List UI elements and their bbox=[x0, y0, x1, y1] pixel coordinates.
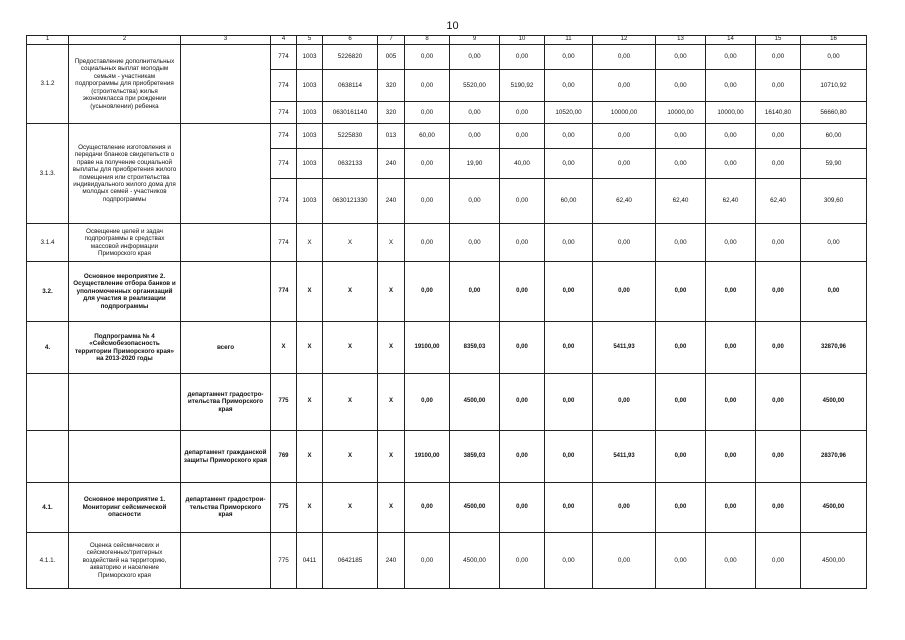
value-cell: 0,00 bbox=[756, 45, 801, 70]
value-cell: 0,00 bbox=[593, 70, 656, 102]
column-header: 2 bbox=[69, 36, 181, 45]
value-cell: 0638114 bbox=[323, 70, 378, 102]
value-cell: 0,00 bbox=[405, 70, 450, 102]
value-cell: 0,00 bbox=[593, 45, 656, 70]
row-executor bbox=[181, 45, 271, 124]
column-header: 16 bbox=[801, 36, 867, 45]
value-cell: 0,00 bbox=[545, 533, 593, 589]
row-executor bbox=[181, 124, 271, 224]
value-cell: 62,40 bbox=[756, 179, 801, 224]
value-cell: 0411 bbox=[297, 533, 323, 589]
value-cell: 0632133 bbox=[323, 149, 378, 179]
column-header: 4 bbox=[271, 36, 297, 45]
value-cell: 0642185 bbox=[323, 533, 378, 589]
value-cell: 0,00 bbox=[706, 374, 756, 431]
value-cell: 0,00 bbox=[656, 124, 706, 149]
row-name: Оценка сейсмических и сейсмогенных/триггерных воздействий на территорию, акваторию и население Приморского края bbox=[69, 533, 181, 589]
value-cell: 240 bbox=[378, 149, 405, 179]
value-cell: 775 bbox=[271, 533, 297, 589]
value-cell: 774 bbox=[271, 124, 297, 149]
value-cell: 0,00 bbox=[500, 124, 545, 149]
column-header: 12 bbox=[593, 36, 656, 45]
column-header: 14 bbox=[706, 36, 756, 45]
column-header: 11 bbox=[545, 36, 593, 45]
value-cell: X bbox=[323, 224, 378, 262]
value-cell: 0,00 bbox=[756, 374, 801, 431]
value-cell: 0,00 bbox=[450, 179, 500, 224]
table-row bbox=[27, 45, 867, 70]
value-cell: 0,00 bbox=[405, 102, 450, 124]
value-cell: 0,00 bbox=[500, 262, 545, 322]
value-cell: 0,00 bbox=[545, 224, 593, 262]
value-cell: 0630161140 bbox=[323, 102, 378, 124]
column-header: 9 bbox=[450, 36, 500, 45]
value-cell: 0,00 bbox=[450, 45, 500, 70]
value-cell: 0,00 bbox=[545, 483, 593, 533]
value-cell: 0,00 bbox=[801, 262, 867, 322]
value-cell: 0,00 bbox=[656, 262, 706, 322]
value-cell: X bbox=[323, 431, 378, 483]
row-code: 4.1.1. bbox=[27, 533, 69, 589]
value-cell: 0,00 bbox=[450, 262, 500, 322]
value-cell: 0,00 bbox=[706, 262, 756, 322]
value-cell: 774 bbox=[271, 70, 297, 102]
value-cell: 0,00 bbox=[500, 322, 545, 374]
row-code: 3.1.2 bbox=[27, 45, 69, 124]
value-cell: 1003 bbox=[297, 149, 323, 179]
value-cell: X bbox=[297, 224, 323, 262]
value-cell: 0,00 bbox=[593, 374, 656, 431]
value-cell: X bbox=[323, 322, 378, 374]
value-cell: 0,00 bbox=[405, 149, 450, 179]
value-cell: 774 bbox=[271, 102, 297, 124]
value-cell: 0630121330 bbox=[323, 179, 378, 224]
value-cell: 0,00 bbox=[656, 322, 706, 374]
value-cell: 0,00 bbox=[593, 224, 656, 262]
value-cell: 0,00 bbox=[405, 483, 450, 533]
value-cell: 0,00 bbox=[405, 224, 450, 262]
value-cell: 240 bbox=[378, 533, 405, 589]
value-cell: 1003 bbox=[297, 45, 323, 70]
value-cell: 0,00 bbox=[593, 124, 656, 149]
value-cell: 0,00 bbox=[756, 322, 801, 374]
row-code: 3.1.4 bbox=[27, 224, 69, 262]
row-executor: департамент гражданской защиты Приморского края bbox=[181, 431, 271, 483]
row-code: 4. bbox=[27, 322, 69, 374]
value-cell: 0,00 bbox=[545, 124, 593, 149]
value-cell: 0,00 bbox=[500, 179, 545, 224]
value-cell: 1003 bbox=[297, 102, 323, 124]
value-cell: 4500,00 bbox=[450, 374, 500, 431]
value-cell: 0,00 bbox=[656, 70, 706, 102]
value-cell: 774 bbox=[271, 149, 297, 179]
value-cell: 1003 bbox=[297, 124, 323, 149]
row-executor bbox=[181, 224, 271, 262]
row-code: 3.1.3. bbox=[27, 124, 69, 224]
value-cell: 0,00 bbox=[656, 374, 706, 431]
value-cell: 5411,93 bbox=[593, 431, 656, 483]
value-cell: 0,00 bbox=[706, 45, 756, 70]
value-cell: 60,00 bbox=[545, 179, 593, 224]
value-cell: 0,00 bbox=[500, 533, 545, 589]
value-cell: X bbox=[297, 483, 323, 533]
value-cell: X bbox=[378, 262, 405, 322]
value-cell: 62,40 bbox=[656, 179, 706, 224]
value-cell: 0,00 bbox=[706, 533, 756, 589]
value-cell: 0,00 bbox=[656, 483, 706, 533]
value-cell: 16140,80 bbox=[756, 102, 801, 124]
value-cell: 0,00 bbox=[801, 45, 867, 70]
value-cell: 774 bbox=[271, 262, 297, 322]
value-cell: 309,60 bbox=[801, 179, 867, 224]
row-name: Осуществление изготовления и передачи бланков свидетельств о праве на получение социальной выплаты для приобретения жилого помещения или строительства индивидуального жилого дома для молодых семей - участников подпрограммы bbox=[69, 124, 181, 224]
value-cell: 0,00 bbox=[756, 483, 801, 533]
table-row bbox=[27, 124, 867, 149]
value-cell: 0,00 bbox=[756, 70, 801, 102]
column-header: 10 bbox=[500, 36, 545, 45]
value-cell: 013 bbox=[378, 124, 405, 149]
value-cell: 0,00 bbox=[706, 149, 756, 179]
budget-table bbox=[26, 35, 867, 589]
row-name bbox=[69, 431, 181, 483]
value-cell: X bbox=[323, 262, 378, 322]
value-cell: X bbox=[297, 374, 323, 431]
value-cell: 0,00 bbox=[656, 149, 706, 179]
row-executor: департамент градостро-ительства Приморского края bbox=[181, 374, 271, 431]
value-cell: 0,00 bbox=[500, 102, 545, 124]
value-cell: 0,00 bbox=[656, 533, 706, 589]
value-cell: 5190,92 bbox=[500, 70, 545, 102]
value-cell: 19,90 bbox=[450, 149, 500, 179]
table-row bbox=[27, 262, 867, 322]
value-cell: 19100,00 bbox=[405, 431, 450, 483]
value-cell: 0,00 bbox=[593, 262, 656, 322]
row-code: 3.2. bbox=[27, 262, 69, 322]
column-header: 6 bbox=[323, 36, 378, 45]
value-cell: 0,00 bbox=[756, 431, 801, 483]
value-cell: 0,00 bbox=[450, 102, 500, 124]
value-cell: 56660,80 bbox=[801, 102, 867, 124]
value-cell: 3859,03 bbox=[450, 431, 500, 483]
value-cell: 0,00 bbox=[593, 149, 656, 179]
table-row bbox=[27, 322, 867, 374]
column-header: 1 bbox=[27, 36, 69, 45]
row-name: Освещение целей и задач подпрограммы в средствах массовой информации Приморского края bbox=[69, 224, 181, 262]
value-cell: 0,00 bbox=[656, 431, 706, 483]
value-cell: 0,00 bbox=[593, 533, 656, 589]
table-row bbox=[27, 431, 867, 483]
table-row bbox=[27, 533, 867, 589]
value-cell: 0,00 bbox=[756, 224, 801, 262]
value-cell: 0,00 bbox=[706, 70, 756, 102]
value-cell: 10000,00 bbox=[656, 102, 706, 124]
value-cell: 0,00 bbox=[706, 224, 756, 262]
row-executor: всего bbox=[181, 322, 271, 374]
value-cell: 0,00 bbox=[593, 483, 656, 533]
table-row bbox=[27, 483, 867, 533]
value-cell: 0,00 bbox=[545, 322, 593, 374]
value-cell: X bbox=[378, 322, 405, 374]
value-cell: 0,00 bbox=[500, 224, 545, 262]
value-cell: 32870,96 bbox=[801, 322, 867, 374]
value-cell: 0,00 bbox=[756, 262, 801, 322]
value-cell: 8359,03 bbox=[450, 322, 500, 374]
value-cell: X bbox=[323, 374, 378, 431]
table-row bbox=[27, 224, 867, 262]
value-cell: 10710,92 bbox=[801, 70, 867, 102]
value-cell: X bbox=[378, 374, 405, 431]
value-cell: 4500,00 bbox=[801, 483, 867, 533]
value-cell: 0,00 bbox=[756, 149, 801, 179]
value-cell: 0,00 bbox=[545, 45, 593, 70]
value-cell: 0,00 bbox=[756, 124, 801, 149]
row-code: 4.1. bbox=[27, 483, 69, 533]
page-number: 10 bbox=[446, 20, 459, 32]
value-cell: 320 bbox=[378, 70, 405, 102]
value-cell: X bbox=[297, 431, 323, 483]
value-cell: 0,00 bbox=[545, 262, 593, 322]
value-cell: 0,00 bbox=[450, 224, 500, 262]
value-cell: 0,00 bbox=[405, 179, 450, 224]
value-cell: 240 bbox=[378, 179, 405, 224]
value-cell: X bbox=[378, 483, 405, 533]
value-cell: 5225830 bbox=[323, 124, 378, 149]
row-name: Предоставление дополнительных социальных выплат молодым семьям - участникам подпрограммы для приобретения (строительства) жилья экономкласса при рождении (усыновлении) ребенка bbox=[69, 45, 181, 124]
column-header: 8 bbox=[405, 36, 450, 45]
row-code bbox=[27, 431, 69, 483]
value-cell: 0,00 bbox=[656, 45, 706, 70]
value-cell: 0,00 bbox=[545, 374, 593, 431]
value-cell: 0,00 bbox=[545, 431, 593, 483]
value-cell: 5411,93 bbox=[593, 322, 656, 374]
value-cell: 59,90 bbox=[801, 149, 867, 179]
row-name: Основное мероприятие 2. Осуществление отбора банков и уполномоченных организаций для участия в реализации подпрограммы bbox=[69, 262, 181, 322]
value-cell: X bbox=[323, 483, 378, 533]
value-cell: 0,00 bbox=[706, 431, 756, 483]
table-row bbox=[27, 374, 867, 431]
row-name: Основное мероприятие 1. Мониторинг сейсмической опасности bbox=[69, 483, 181, 533]
value-cell: 0,00 bbox=[405, 45, 450, 70]
row-executor: департамент градострои-тельства Приморского края bbox=[181, 483, 271, 533]
value-cell: 40,00 bbox=[500, 149, 545, 179]
value-cell: 5226820 bbox=[323, 45, 378, 70]
value-cell: 0,00 bbox=[706, 483, 756, 533]
header-row bbox=[27, 36, 867, 45]
row-executor bbox=[181, 533, 271, 589]
value-cell: 775 bbox=[271, 483, 297, 533]
value-cell: 5520,00 bbox=[450, 70, 500, 102]
column-header: 3 bbox=[181, 36, 271, 45]
column-header: 7 bbox=[378, 36, 405, 45]
column-header: 5 bbox=[297, 36, 323, 45]
value-cell: 62,40 bbox=[706, 179, 756, 224]
table-body bbox=[27, 36, 867, 589]
value-cell: 0,00 bbox=[756, 533, 801, 589]
value-cell: 60,00 bbox=[405, 124, 450, 149]
row-executor bbox=[181, 262, 271, 322]
value-cell: 4500,00 bbox=[801, 374, 867, 431]
value-cell: X bbox=[271, 322, 297, 374]
value-cell: 0,00 bbox=[500, 45, 545, 70]
value-cell: 775 bbox=[271, 374, 297, 431]
row-code bbox=[27, 374, 69, 431]
value-cell: X bbox=[378, 431, 405, 483]
value-cell: 1003 bbox=[297, 179, 323, 224]
column-header: 13 bbox=[656, 36, 706, 45]
row-name bbox=[69, 374, 181, 431]
row-name: Подпрограмма № 4 «Сейсмобезопасность территории Приморского края» на 2013-2020 годы bbox=[69, 322, 181, 374]
value-cell: 0,00 bbox=[656, 224, 706, 262]
value-cell: 4500,00 bbox=[801, 533, 867, 589]
value-cell: 005 bbox=[378, 45, 405, 70]
value-cell: 774 bbox=[271, 45, 297, 70]
column-header: 15 bbox=[756, 36, 801, 45]
value-cell: 4500,00 bbox=[450, 533, 500, 589]
value-cell: 0,00 bbox=[405, 533, 450, 589]
value-cell: X bbox=[297, 322, 323, 374]
value-cell: 320 bbox=[378, 102, 405, 124]
value-cell: 0,00 bbox=[500, 483, 545, 533]
value-cell: 0,00 bbox=[405, 374, 450, 431]
value-cell: 0,00 bbox=[450, 124, 500, 149]
value-cell: 10000,00 bbox=[593, 102, 656, 124]
value-cell: 62,40 bbox=[593, 179, 656, 224]
value-cell: 19100,00 bbox=[405, 322, 450, 374]
value-cell: 28370,96 bbox=[801, 431, 867, 483]
value-cell: 0,00 bbox=[500, 431, 545, 483]
value-cell: 60,00 bbox=[801, 124, 867, 149]
value-cell: 774 bbox=[271, 224, 297, 262]
value-cell: 769 bbox=[271, 431, 297, 483]
value-cell: 0,00 bbox=[500, 374, 545, 431]
value-cell: 0,00 bbox=[706, 322, 756, 374]
value-cell: 10520,00 bbox=[545, 102, 593, 124]
value-cell: 0,00 bbox=[405, 262, 450, 322]
value-cell: X bbox=[297, 262, 323, 322]
value-cell: 774 bbox=[271, 179, 297, 224]
value-cell: 0,00 bbox=[706, 124, 756, 149]
value-cell: 0,00 bbox=[545, 70, 593, 102]
value-cell: 4500,00 bbox=[450, 483, 500, 533]
value-cell: 10000,00 bbox=[706, 102, 756, 124]
value-cell: 1003 bbox=[297, 70, 323, 102]
value-cell: X bbox=[378, 224, 405, 262]
value-cell: 0,00 bbox=[545, 149, 593, 179]
value-cell: 0,00 bbox=[801, 224, 867, 262]
